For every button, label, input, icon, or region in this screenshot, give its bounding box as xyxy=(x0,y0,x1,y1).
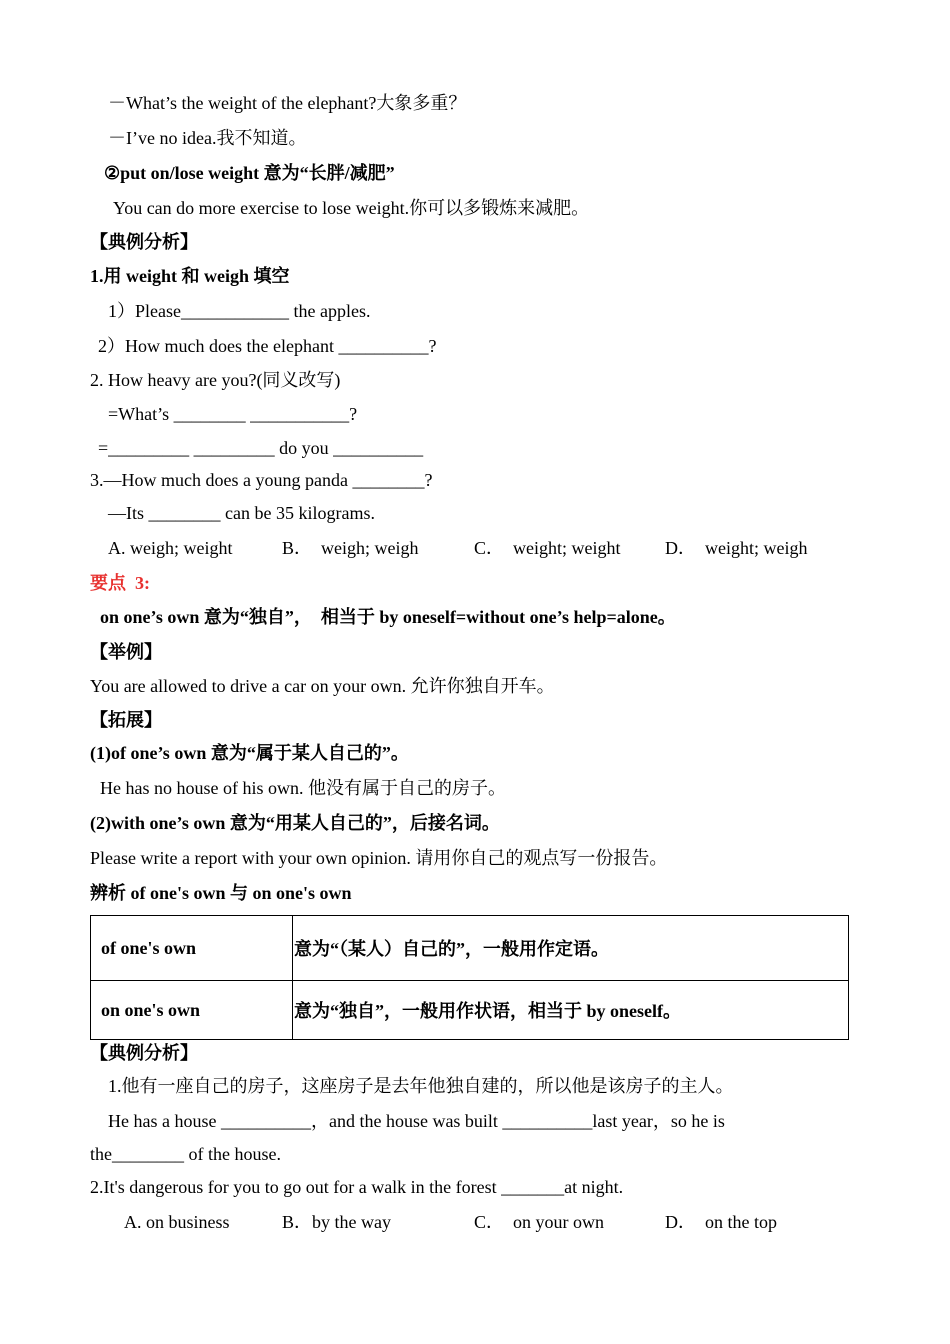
exercise-2-title: 2. How heavy are you?(同义改写) xyxy=(90,370,341,390)
dialog-line-answer: －I’ve no idea.我不知道。 xyxy=(108,128,307,148)
exercise-2-line-1: =What’s ________ ___________? xyxy=(108,404,358,424)
table-cell-meaning: 意为“独自”，一般用作状语，相当于 by oneself。 xyxy=(293,981,849,1040)
example-sentence: You are allowed to drive a car on your own. 允许你独自开车。 xyxy=(90,676,555,696)
section-heading-example: 【举例】 xyxy=(90,642,162,662)
key-point-3-label: 要点 3: xyxy=(90,573,150,593)
option-a: A. on business xyxy=(124,1212,230,1232)
section-heading-examples: 【典例分析】 xyxy=(90,232,198,252)
comparison-heading: 辨析 of one's own 与 on one's own xyxy=(90,883,352,903)
usage-example: You can do more exercise to lose weight.你可以多锻炼来减肥。 xyxy=(113,198,590,218)
usage-point-heading: ②put on/lose weight 意为“长胖/减肥” xyxy=(104,163,395,183)
table-row xyxy=(91,916,849,981)
section-heading-extension: 【拓展】 xyxy=(90,710,162,730)
comparison-table xyxy=(90,915,849,1040)
option-a: A. weigh; weight xyxy=(108,538,233,558)
option-b: B．by the way xyxy=(282,1212,391,1232)
exercise-3-question: 3.—How much does a young panda ________? xyxy=(90,470,433,490)
table-cell-meaning: 意为“（某人）自己的”，一般用作定语。 xyxy=(293,916,849,981)
exercise-1-title: 1.用 weight 和 weigh 填空 xyxy=(90,266,290,286)
extension-1-example: He has no house of his own. 他没有属于自己的房子。 xyxy=(100,778,506,798)
table-cell-term: on one's own xyxy=(91,981,293,1040)
exercise-1-item-2: 2）How much does the elephant __________? xyxy=(98,336,437,356)
option-d: D． weight; weigh xyxy=(665,538,808,558)
table-cell-term: of one's own xyxy=(91,916,293,981)
dialog-line-question: －What’s the weight of the elephant?大象多重？ xyxy=(108,93,467,113)
exercise-b1-chinese: 1.他有一座自己的房子，这座房子是去年他独自建的，所以他是该房子的主人。 xyxy=(108,1076,734,1096)
exercise-3-answer: —Its ________ can be 35 kilograms. xyxy=(108,503,375,523)
option-b: B． weigh; weigh xyxy=(282,538,419,558)
exercise-b1-english-line-2: the________ of the house. xyxy=(90,1144,281,1164)
exercise-b2-question: 2.It's dangerous for you to go out for a walk in the forest _______at night. xyxy=(90,1177,624,1197)
exercise-2-line-2: =_________ _________ do you __________ xyxy=(98,438,424,458)
exercise-b1-english-line-1: He has a house __________，and the house was built __________last year，so he is xyxy=(108,1111,725,1131)
key-point-3-definition: on one’s own 意为“独自”， 相当于 by oneself=without one’s help=alone。 xyxy=(100,607,676,627)
option-c: C． on your own xyxy=(474,1212,604,1232)
option-d: D． on the top xyxy=(665,1212,777,1232)
extension-2-heading: (2)with one’s own 意为“用某人自己的”，后接名词。 xyxy=(90,813,500,833)
option-c: C． weight; weight xyxy=(474,538,621,558)
extension-1-heading: (1)of one’s own 意为“属于某人自己的”。 xyxy=(90,743,409,763)
table-row xyxy=(91,981,849,1040)
extension-2-example: Please write a report with your own opinion. 请用你自己的观点写一份报告。 xyxy=(90,848,668,868)
section-heading-examples-2: 【典例分析】 xyxy=(90,1043,198,1063)
exercise-1-item-1: 1）Please____________ the apples. xyxy=(108,301,371,321)
